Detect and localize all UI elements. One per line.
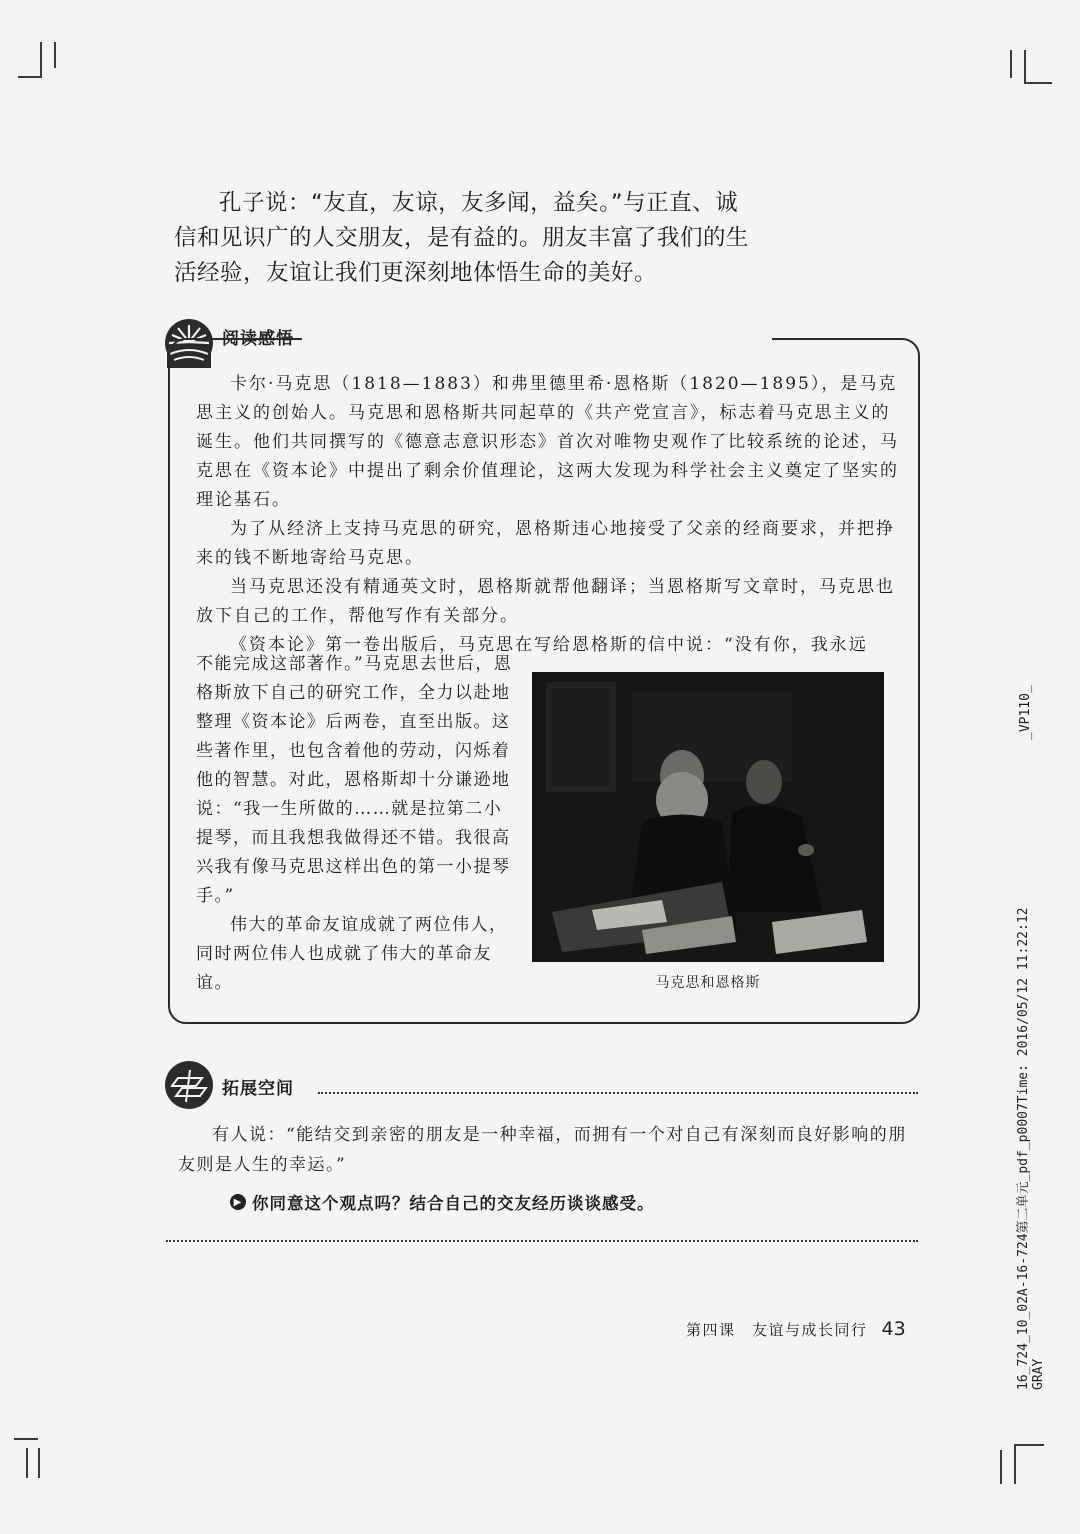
file-info-line: GRAY bbox=[1031, 1358, 1046, 1390]
title-gap-mask bbox=[302, 336, 772, 342]
reading-paragraph: 《资本论》第一卷出版后，马克思在写给恩格斯的信中说：“没有你，我永远 bbox=[230, 635, 868, 655]
reading-paragraph: 不能完成这部著作。”马克思去世后，恩格斯放下自己的研究工作，全力以赴地整理《资本论》后两卷，直至出版。这些著作里，也包含着他的劳动，闪烁着他的智慧。对此，恩格斯却十分谦逊地说：“我一生所做的……就是拉第二小提琴，而且我想我做得还不错。我很高兴我有像马克思这样出色的第一小提琴手。” bbox=[196, 654, 513, 906]
crop-mark-top-right bbox=[1024, 50, 1026, 84]
reading-paragraph: 卡尔·马克思（1818—1883）和弗里德里希·恩格斯（1820—1895），是马克思主义的创始人。马克思和恩格斯共同起草的《共产党宣言》，标志着马克思主义的诞生。他们共同撰写的《德意志意识形态》首次对唯物史观作了比较系统的论述，马克思在《资本论》中提出了剩余价值理论，这两大发现为科学社会主义奠定了坚实的理论基石。 bbox=[196, 374, 899, 510]
extension-content bbox=[178, 1120, 908, 1180]
crop-mark-top-right bbox=[1024, 82, 1052, 84]
reading-paragraph: 伟大的革命友谊成就了两位伟人，同时两位伟人也成就了伟大的革命友谊。 bbox=[196, 915, 508, 993]
file-info bbox=[1016, 908, 1046, 1390]
photo-caption: 马克思和恩格斯 bbox=[655, 975, 761, 991]
extension-question bbox=[230, 1190, 655, 1214]
reading-content bbox=[196, 370, 902, 660]
crop-mark-top-left bbox=[54, 42, 56, 68]
extension-top-divider bbox=[318, 1092, 918, 1094]
marx-engels-photo bbox=[532, 672, 884, 962]
extension-quote: 有人说：“能结交到亲密的朋友是一种幸福，而拥有一个对自己有深刻而良好影响的朋友则是人生的幸运。” bbox=[178, 1125, 907, 1175]
crop-mark-bottom-right bbox=[1000, 1450, 1002, 1484]
intro-paragraph bbox=[174, 186, 754, 291]
extension-bottom-divider bbox=[166, 1240, 918, 1242]
arrow-right-icon: ▶ bbox=[230, 1194, 246, 1210]
crop-mark-bottom-left bbox=[14, 1438, 38, 1440]
layers-icon bbox=[164, 1060, 214, 1110]
page-footer bbox=[686, 1318, 906, 1340]
crop-mark-bottom-left bbox=[38, 1448, 40, 1478]
crop-mark-top-right bbox=[1010, 50, 1012, 78]
reading-section-title: 阅读感悟 bbox=[222, 329, 294, 349]
intro-text: 孔子说：“友直，友谅，友多闻，益矣。”与正直、诚信和见识广的人交朋友，是有益的。朋友丰富了我们的生活经验，友谊让我们更深刻地体悟生命的美好。 bbox=[174, 190, 750, 286]
file-info-line: 16_724_10_02A-16-724第二单元_pdf_p0007Time: 2016/05/12 11:22:12 bbox=[1016, 907, 1031, 1390]
reading-float-text bbox=[196, 650, 518, 998]
crop-mark-bottom-right bbox=[1014, 1444, 1044, 1446]
page-number: 43 bbox=[881, 1318, 906, 1340]
reading-paragraph: 当马克思还没有精通英文时，恩格斯就帮他翻译；当恩格斯写文章时，马克思也放下自己的工作，帮他写作有关部分。 bbox=[196, 577, 895, 626]
extension-section-title: 拓展空间 bbox=[222, 1079, 294, 1099]
crop-mark-bottom-left bbox=[26, 1448, 28, 1478]
crop-mark-top-left bbox=[18, 76, 42, 78]
vp-code: _VP110_ bbox=[1018, 685, 1033, 740]
crop-mark-bottom-right bbox=[1014, 1444, 1016, 1484]
question-text: 你同意这个观点吗？结合自己的交友经历谈谈感受。 bbox=[252, 1194, 655, 1213]
reading-paragraph: 为了从经济上支持马克思的研究，恩格斯违心地接受了父亲的经商要求，并把挣来的钱不断地寄给马克思。 bbox=[196, 519, 895, 568]
crop-mark-top-left bbox=[40, 42, 42, 76]
lesson-title: 第四课 友谊与成长同行 bbox=[686, 1321, 868, 1339]
